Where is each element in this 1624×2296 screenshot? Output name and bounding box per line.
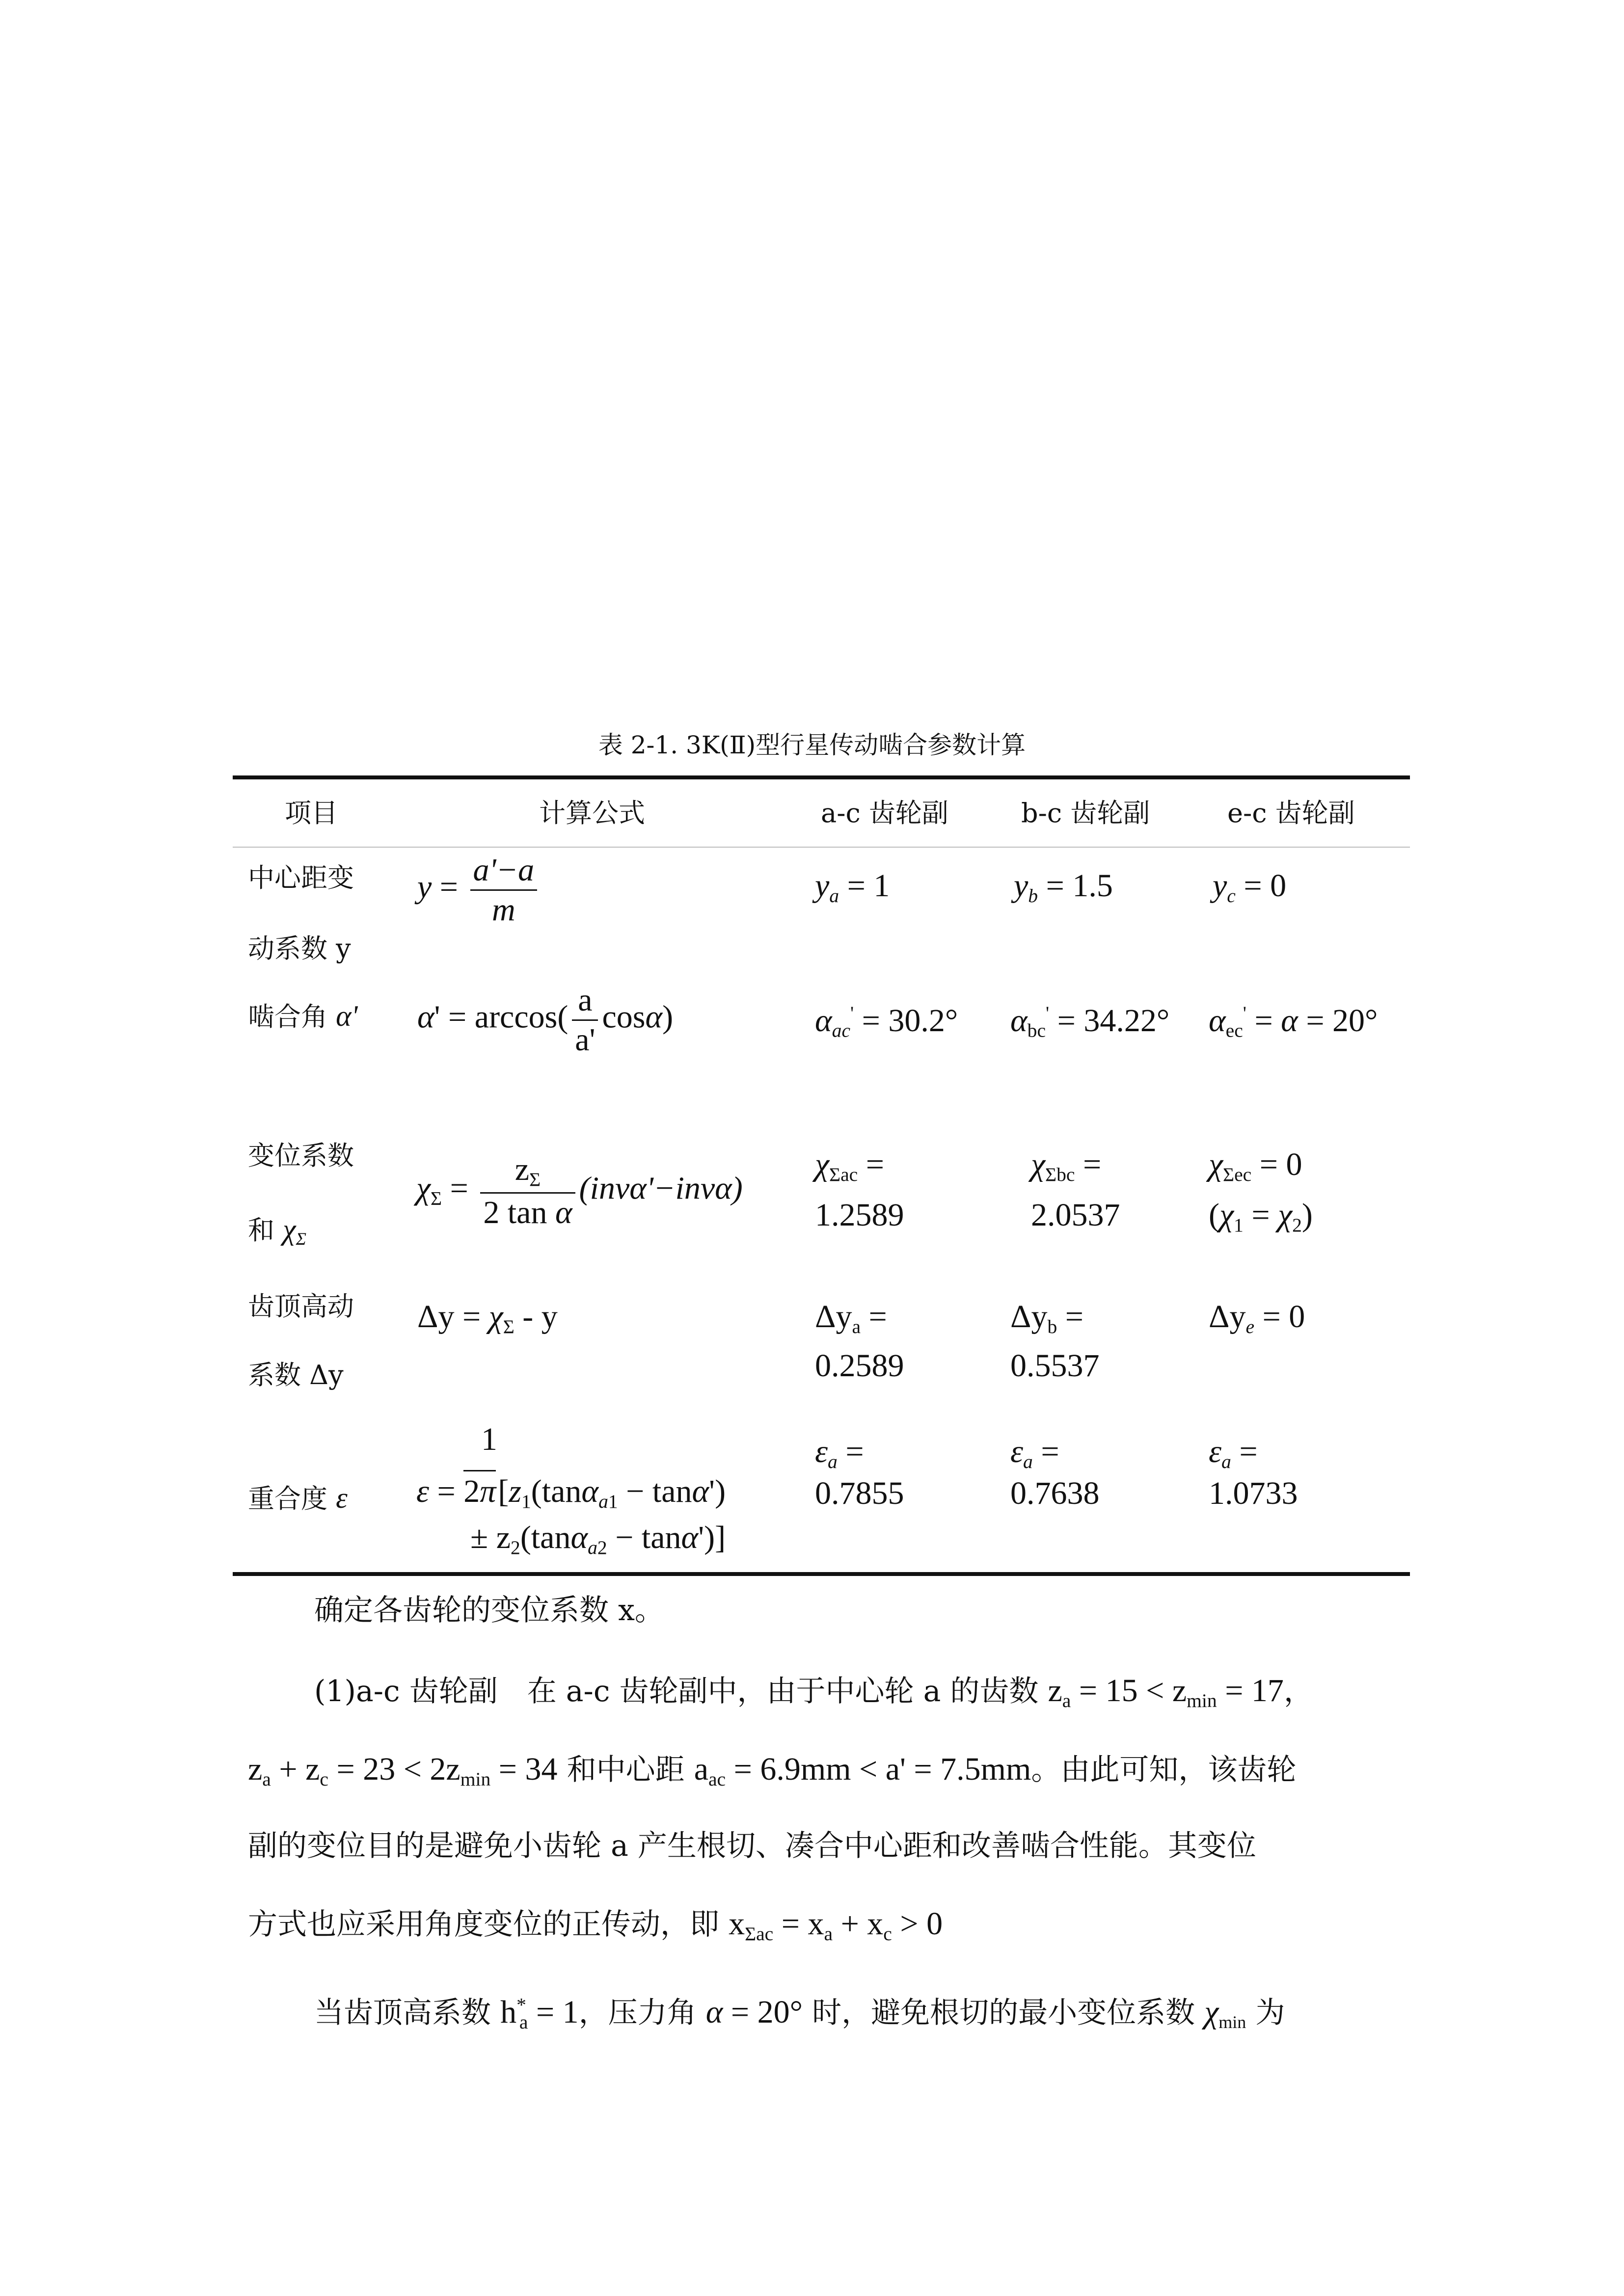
header-ac: a-c 齿轮副 — [821, 798, 948, 828]
row-mesh-angle-label: 啮合角 α' — [248, 1000, 358, 1032]
formula-shift-sum: $\chi_\Sigma$ = $\frac{z_\Sigma}{\text{2 tan α}}$ (invα'−invα) — [416, 1151, 743, 1231]
formula-contact-ratio-line2: ± $z_2(\tan\alpha_{a2} - \tan\alpha')$] — [470, 1520, 726, 1558]
value-ac-y: $y_a = 1$ — [815, 868, 890, 907]
row-shift-sum-label-1: 变位系数 — [248, 1140, 354, 1171]
header-formula: 计算公式 — [539, 798, 645, 828]
formula-center-distance: y = $\frac{a'-a}{m}$ — [417, 854, 541, 926]
table-caption: 表 2-1. 3K(Ⅱ)型行星传动啮合参数计算 — [598, 731, 1026, 759]
paragraph-1: 确定各齿轮的变位系数 x。 — [314, 1593, 664, 1628]
value-ac-contact-2: 0.7855 — [815, 1475, 904, 1511]
value-ec-angle: $\alpha_{ec}' = \alpha = 20^\circ$ — [1209, 1002, 1378, 1041]
value-ec-y: $y_c = 0$ — [1213, 868, 1287, 907]
value-bc-y: $y_b = 1.5$ — [1014, 868, 1113, 907]
paragraph-6: 当齿顶高系数 $h^*_a = 1$，压力角 α = 20° 时，避免根切的最小变位系数 $\chi_{min}$ 为 — [314, 1994, 1285, 2033]
value-ac-contact-1: $\varepsilon_a$ = — [815, 1434, 864, 1472]
table-top-rule — [233, 775, 1410, 779]
value-bc-angle: $\alpha_{bc}' = 34.22^\circ$ — [1010, 1002, 1170, 1041]
formula-mesh-angle: α' = arccos( $\frac{a}{a'}$ cosα) — [417, 982, 674, 1058]
paragraph-5: 方式也应采用角度变位的正传动，即 $x_{\Sigma ac} = x_a + x_c > 0$ — [248, 1906, 943, 1945]
header-bc: b-c 齿轮副 — [1021, 798, 1150, 828]
header-item: 项目 — [285, 798, 338, 828]
value-ac-shift-1: $\chi_{\Sigma ac}$ = — [815, 1147, 884, 1185]
value-ec-contact-2: 1.0733 — [1209, 1475, 1298, 1511]
value-bc-contact-2: 0.7638 — [1010, 1475, 1100, 1511]
value-ac-addendum-1: $\Delta y_a$ = — [815, 1299, 887, 1337]
formula-contact-ratio-line1: $\varepsilon = 2\pi[z_1(\tan\alpha_{a1} - \tan\alpha')$ — [416, 1470, 726, 1511]
row-center-distance-label-1: 中心距变 — [248, 862, 354, 893]
row-center-distance-label-2: 动系数 y — [248, 933, 351, 964]
value-bc-shift-1: $\chi_{\Sigma bc}$ = — [1031, 1147, 1102, 1185]
value-bc-addendum-1: $\Delta y_b$ = — [1010, 1299, 1083, 1337]
value-ec-contact-1: $\varepsilon_a$ = — [1209, 1434, 1258, 1472]
value-bc-shift-2: 2.0537 — [1031, 1197, 1120, 1233]
header-ec: e-c 齿轮副 — [1227, 798, 1355, 828]
value-ac-addendum-2: 0.2589 — [815, 1348, 904, 1384]
value-ec-shift-2: $(\chi_1 = \chi_2)$ — [1209, 1197, 1313, 1236]
formula-contact-ratio-numerator: 1 — [481, 1421, 497, 1457]
paragraph-2: (1)a-c 齿轮副 在 a-c 齿轮副中，由于中心轮 a 的齿数 $z_a = 15 < z_{min} = 17$， — [314, 1673, 1313, 1711]
header-rule — [233, 847, 1410, 848]
row-addendum-label-2: 系数 Δy — [248, 1360, 344, 1390]
value-ec-shift-1: $\chi_{\Sigma ec} = 0$ — [1209, 1147, 1302, 1185]
row-addendum-label-1: 齿顶高动 — [248, 1291, 354, 1322]
value-ec-addendum: $\Delta y_e = 0$ — [1209, 1299, 1305, 1337]
value-bc-contact-1: $\varepsilon_a$ = — [1010, 1434, 1059, 1472]
paragraph-3: $z_a + z_c = 23 < 2z_{min} = 34$ 和中心距 $a_{ac} = 6.9mm < a' = 7.5mm$。由此可知，该齿轮 — [248, 1751, 1297, 1790]
formula-addendum: $\Delta y = \chi_\Sigma - y$ — [417, 1299, 558, 1337]
row-contact-ratio-label: 重合度 ε — [248, 1482, 348, 1514]
value-bc-addendum-2: 0.5537 — [1010, 1348, 1100, 1384]
table-bottom-rule — [233, 1572, 1410, 1576]
value-ac-shift-2: 1.2589 — [815, 1197, 904, 1233]
row-shift-sum-label-2: 和 $\chi_\Sigma$ — [248, 1213, 306, 1249]
value-ac-angle: $\alpha_{ac}' = 30.2^\circ$ — [815, 1002, 958, 1041]
paragraph-4: 副的变位目的是避免小齿轮 a 产生根切、凑合中心距和改善啮合性能。其变位 — [248, 1829, 1256, 1863]
